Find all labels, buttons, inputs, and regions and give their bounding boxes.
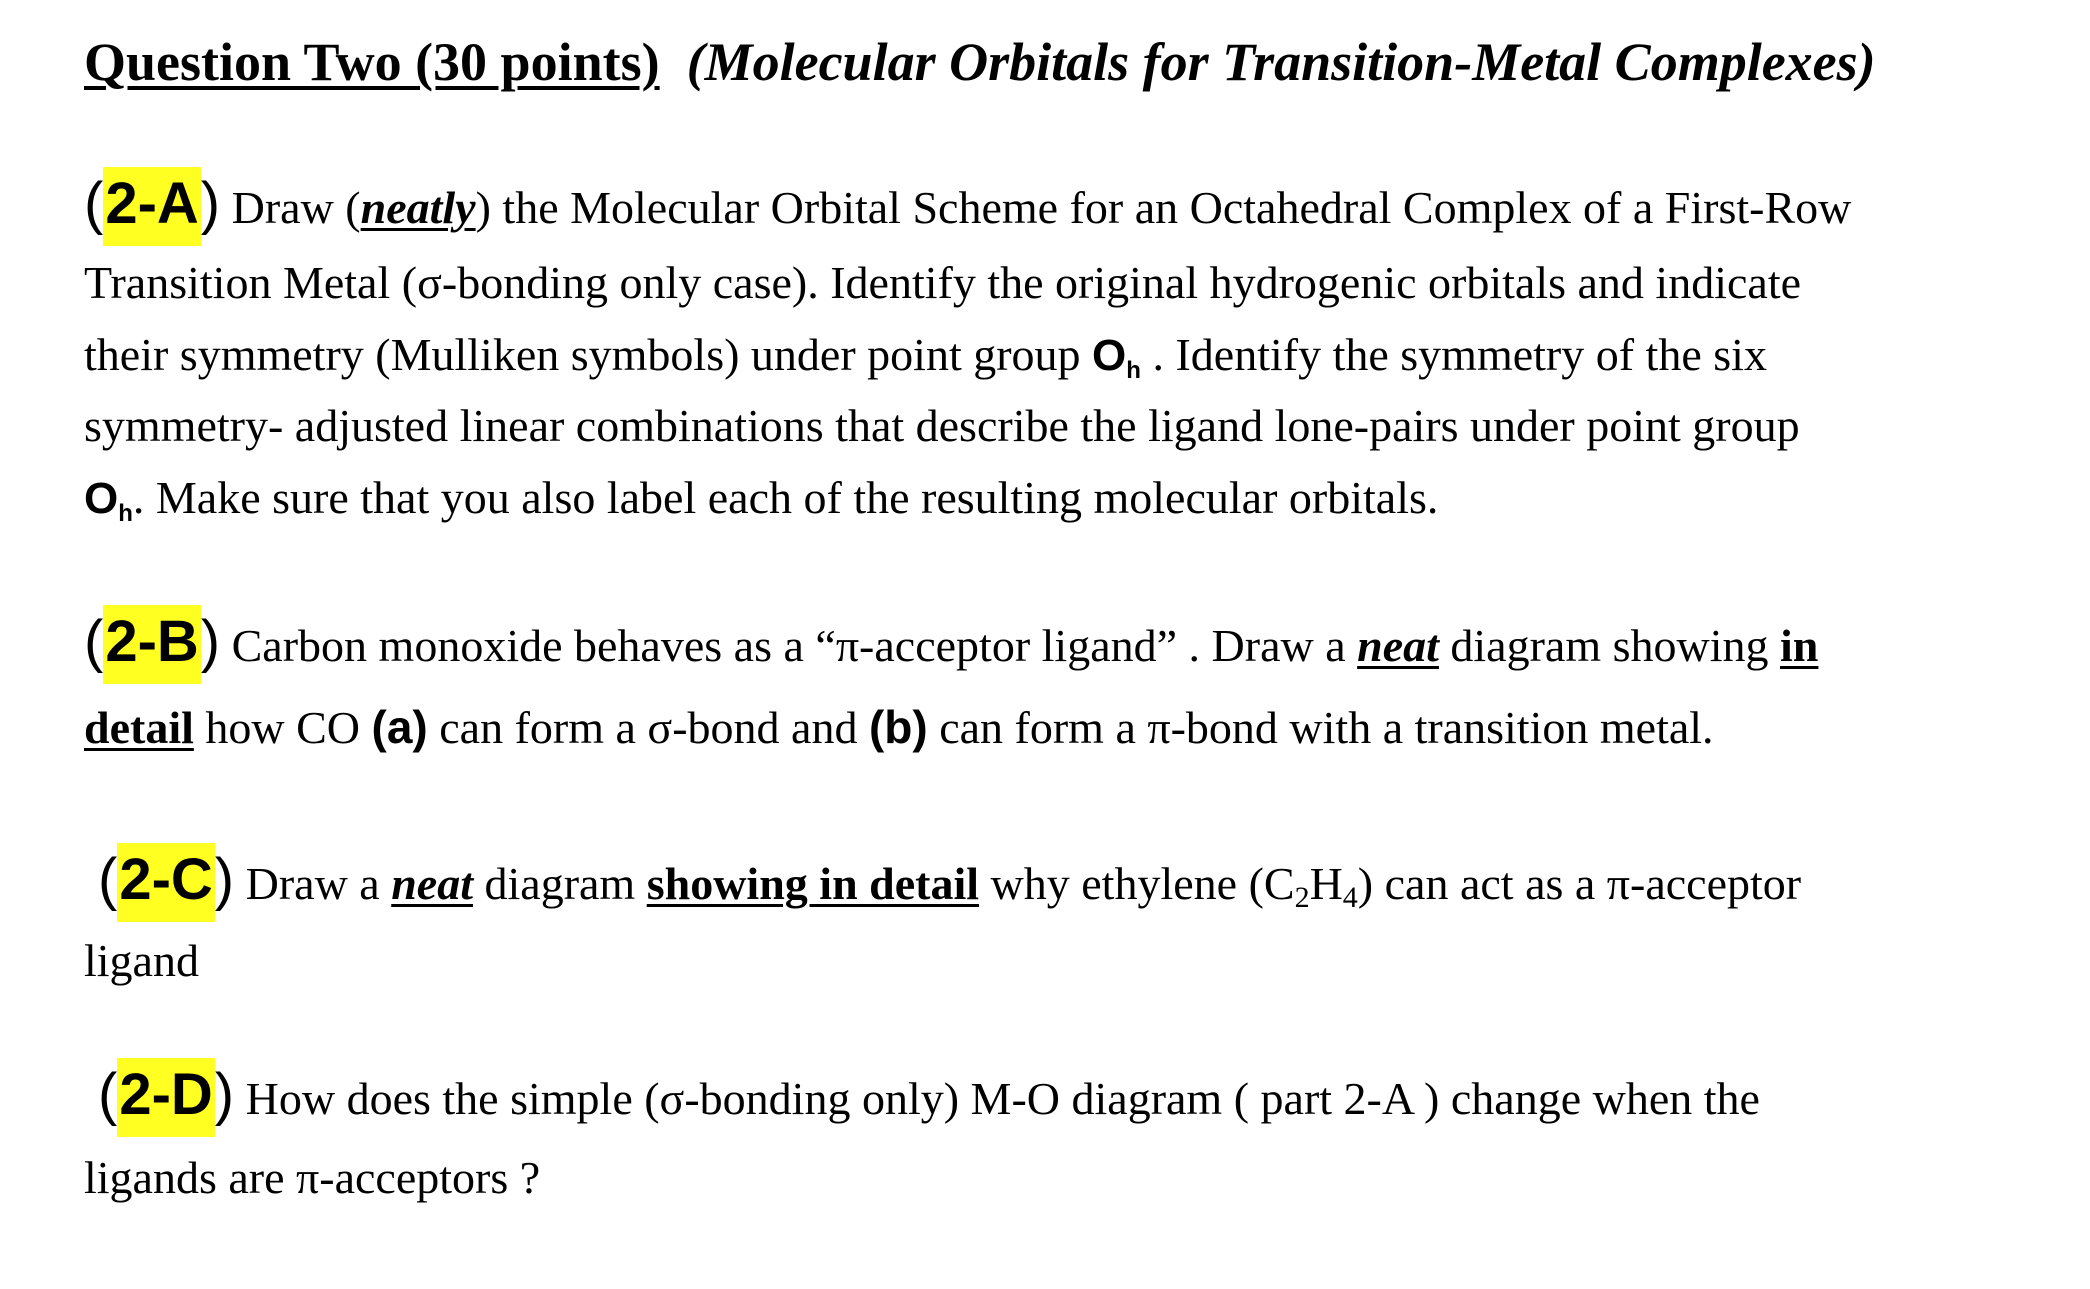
q2a-line-3 <box>84 328 1767 385</box>
q2c-line-1 <box>98 846 1801 915</box>
q2b-line-2 <box>84 700 1714 754</box>
q2b-detail: detail <box>84 702 194 753</box>
q2b-neat: neat <box>1357 620 1439 671</box>
q2a-text-1a: Draw ( <box>220 182 361 233</box>
q2a-text-3a: their symmetry (Mulliken symbols) under point group <box>84 329 1093 380</box>
q2b-text-2c: can form a π-bond with a transition metal. <box>927 702 1714 753</box>
q2b-text-2b: can form a σ-bond and <box>427 702 869 753</box>
q2c-text-1a: Draw a <box>234 858 392 909</box>
q2c-line-2: ligand <box>84 935 199 986</box>
point-group-oh: $O_h$ <box>1092 331 1141 384</box>
q2b-in: in <box>1780 620 1819 671</box>
q2d-text-1: How does the simple (σ-bonding only) M-O diagram ( part 2-A ) change when the <box>234 1073 1760 1124</box>
q2a-neatly: neatly <box>360 182 476 233</box>
q2a-text-3b: . Identify the symmetry of the six <box>1140 329 1767 380</box>
q2a-line-1 <box>84 170 1851 237</box>
point-group-oh-2: $O_h$ <box>84 474 133 527</box>
q2c-text-1b: diagram <box>473 858 647 909</box>
q2d-line-1 <box>98 1061 1760 1128</box>
q2c-sub-2: 2 <box>1294 881 1310 914</box>
q2c-tag: (2-C) <box>98 843 234 922</box>
q2b-tag: (2-B) <box>84 605 220 684</box>
title-topic: (Molecular Orbitals for Transition-Metal Complexes) <box>686 32 1876 92</box>
q2c-neat: neat <box>391 858 473 909</box>
q2a-text-1b: ) the Molecular Orbital Scheme for an Octahedral Complex of a First-Row <box>475 182 1852 233</box>
q2b-text-2a: how CO <box>193 702 372 753</box>
question-title <box>84 24 1876 100</box>
q2b-label-a: (a) <box>371 701 428 753</box>
q2a-text-5b: . Make sure that you also label each of the resulting molecular orbitals. <box>132 472 1439 523</box>
q2a-line-4: symmetry- adjusted linear combinations that describe the ligand lone-pairs under point group <box>84 400 1800 451</box>
title-points: Question Two (30 points) <box>84 32 660 92</box>
q2b-text-1a: Carbon monoxide behaves as a “π-acceptor ligand” . Draw a <box>220 620 1358 671</box>
q2c-sub-4: 4 <box>1342 881 1358 914</box>
q2b-tag-label: 2-B <box>103 605 200 684</box>
q2b-line-1 <box>84 608 1818 675</box>
q2a-tag-label: 2-A <box>103 167 200 246</box>
q2a-line-5 <box>84 471 1438 528</box>
q2d-tag-label: 2-D <box>117 1058 214 1137</box>
q2c-text-1d: H <box>1309 858 1343 909</box>
q2b-label-b: (b) <box>868 701 928 753</box>
q2c-text-1e: ) can act as a π-acceptor <box>1357 858 1802 909</box>
q2d-line-2: ligands are π-acceptors ? <box>84 1152 541 1203</box>
q2d-tag: (2-D) <box>98 1058 234 1137</box>
q2b-text-1b: diagram showing <box>1438 620 1781 671</box>
q2a-line-2: Transition Metal (σ-bonding only case). Identify the original hydrogenic orbitals and indicate <box>84 257 1802 308</box>
q2c-text-1c: why ethylene (C <box>979 858 1295 909</box>
q2c-tag-label: 2-C <box>117 843 214 922</box>
q2a-tag: (2-A) <box>84 167 220 246</box>
q2c-showing-in-detail: showing in detail <box>646 858 980 909</box>
